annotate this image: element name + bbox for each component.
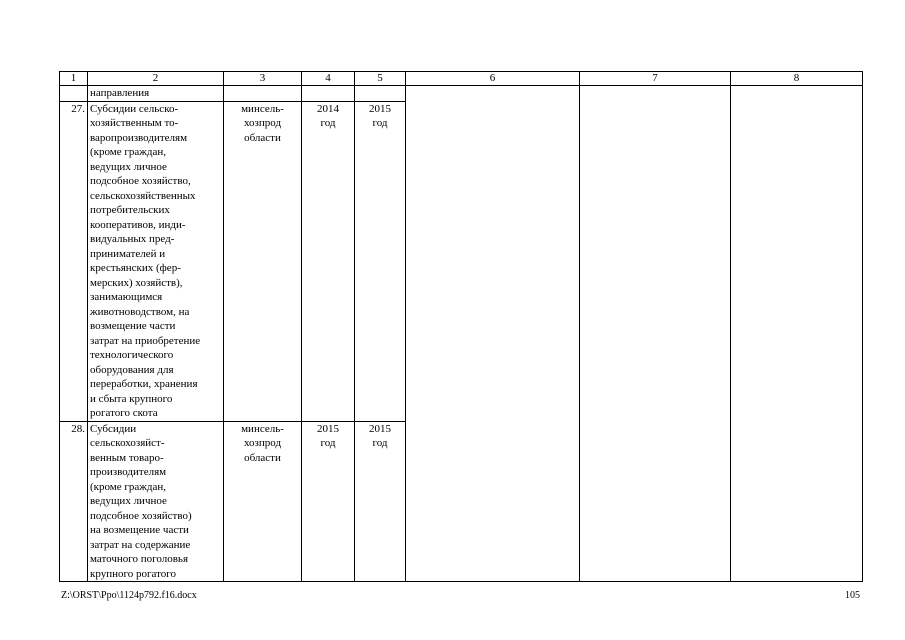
col6-empty	[406, 86, 580, 582]
column-number-row	[60, 72, 863, 86]
page-number: 105	[845, 590, 860, 601]
col-header-4: 4	[302, 72, 355, 86]
start-year: 2014 год	[302, 101, 355, 421]
col-header-8: 8	[731, 72, 863, 86]
col-header-5: 5	[355, 72, 406, 86]
col-header-6: 6	[406, 72, 580, 86]
measure-name: Субсидии сельско- хозяйственным то- варопроизводителям (кроме граждан, ведущих личное подсобное хозяйство, сельскохозяйственных потребительских кооперативов, инди- видуальных пред- принимателей и крестьянских (фер- мерских) хозяйств), занимающимся животноводством, на возмещение части затрат на приобретение технологического оборудования для переработки, хранения и сбыта крупного рогатого скота	[88, 101, 224, 421]
measure-name: Субсидии сельскохозяйст- венным товаро- производителям (кроме граждан, ведущих личное подсобное хозяйство) на возмещение части затрат на содержание маточного поголовья крупного рогатого	[88, 421, 224, 582]
executor: минсель- хозпрод области	[224, 101, 302, 421]
executor: минсель- хозпрод области	[224, 421, 302, 582]
continuation-text: направления	[88, 86, 224, 102]
measures-table	[59, 71, 863, 582]
continuation-row	[60, 86, 863, 102]
file-path: Z:\ORST\Ppo\1124p792.f16.docx	[61, 590, 197, 601]
start-year: 2015 год	[302, 421, 355, 582]
col-header-7: 7	[580, 72, 731, 86]
col-header-3: 3	[224, 72, 302, 86]
col-header-1: 1	[60, 72, 88, 86]
row-number: 28.	[60, 421, 88, 582]
col-header-2: 2	[88, 72, 224, 86]
end-year: 2015 год	[355, 101, 406, 421]
row-number: 27.	[60, 101, 88, 421]
col7-empty	[580, 86, 731, 582]
end-year: 2015 год	[355, 421, 406, 582]
col8-empty	[731, 86, 863, 582]
